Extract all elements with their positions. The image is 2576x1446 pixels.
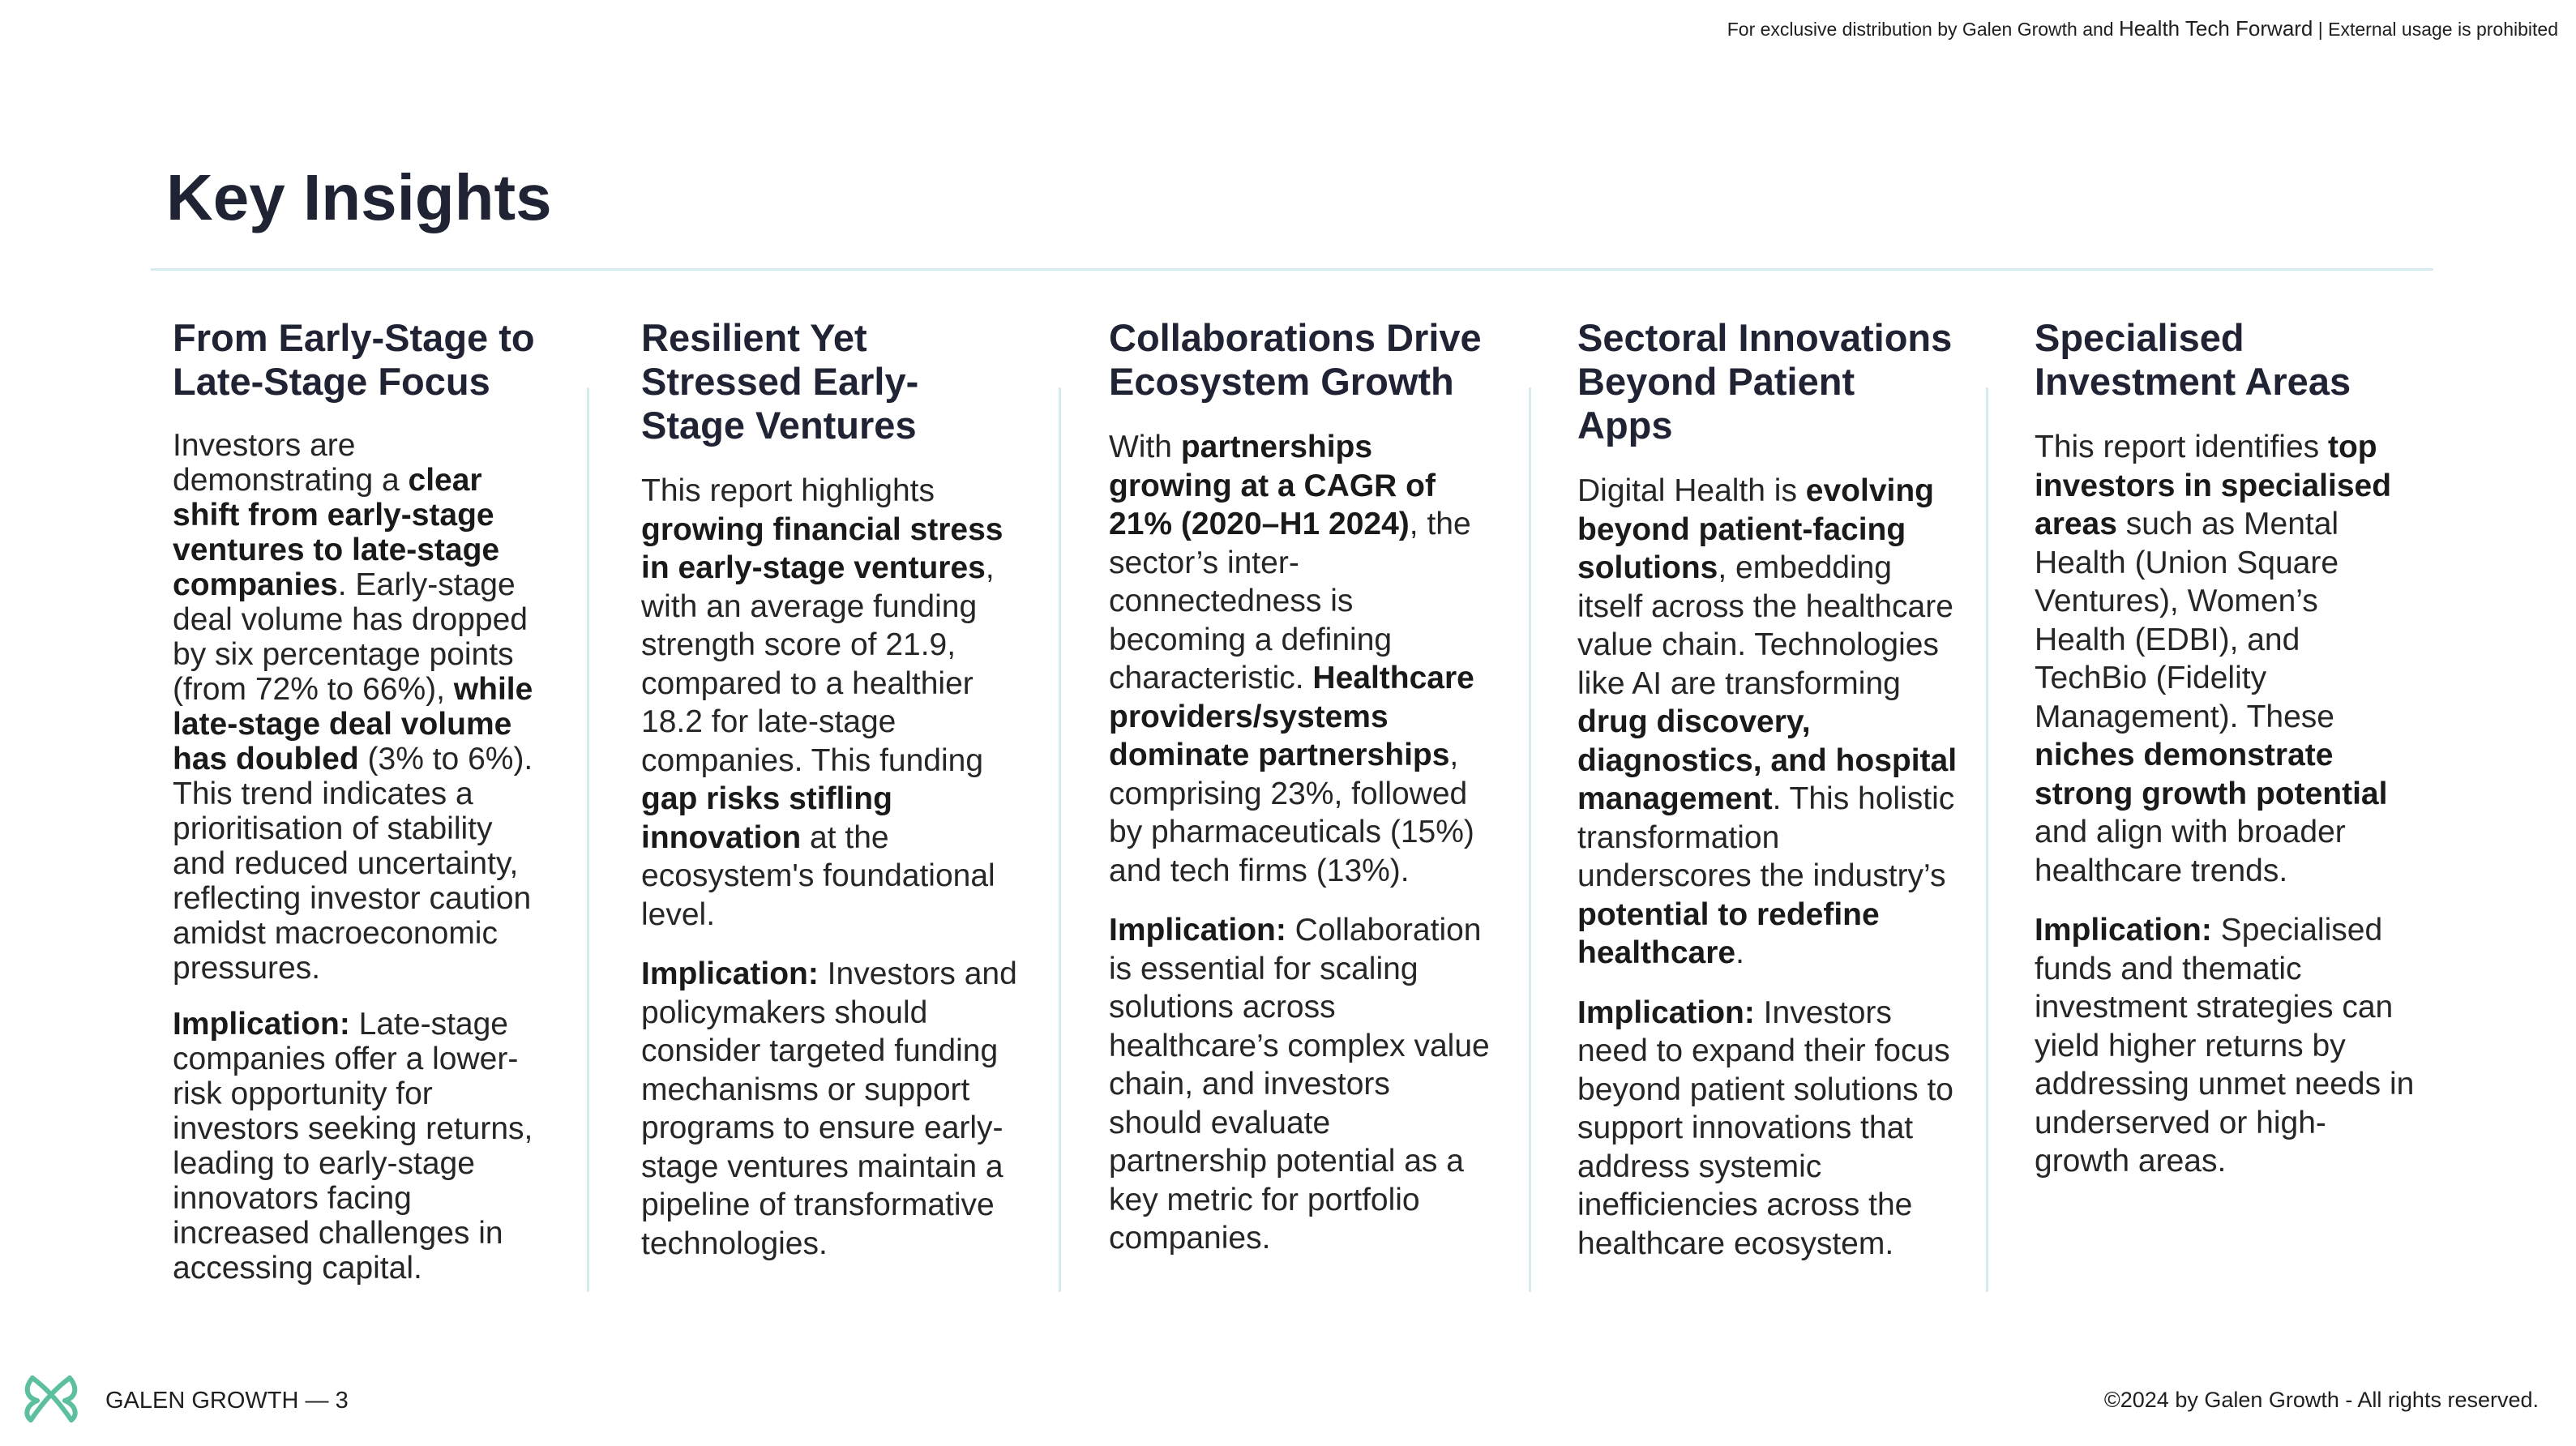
body-text: This report highlights	[641, 473, 935, 508]
body-text: , with an average funding strength score of 21.9, compared to a healthier 18.2 for late-stage companies. This funding	[641, 550, 995, 778]
implication-label: Implication:	[641, 956, 819, 991]
body-text: . This holistic transformation underscores the industry’s	[1577, 781, 1955, 893]
emphasis-text: while late-stage deal volume has doubled	[173, 672, 533, 776]
emphasis-text: drug discovery, diagnostics, and hospital management	[1577, 704, 1958, 816]
insight-column-5	[2035, 316, 2416, 1202]
insight-body	[641, 472, 1022, 934]
insight-heading: Specialised Investment Areas	[2035, 316, 2351, 403]
body-text: such as Mental Health (Union Square Ventures), Women’s Health (EDBI), and TechBio (Fidelity Management). These	[2035, 507, 2339, 734]
emphasis-text: partnerships growing at a CAGR of 21% (2020–H1 2024)	[1109, 430, 1436, 541]
implication-text: Specialised funds and thematic investment strategies can yield higher returns by addressing unmet needs in underserved or high-growth areas.	[2035, 913, 2415, 1179]
implication-label: Implication:	[1109, 913, 1286, 948]
insight-column-4	[1577, 316, 1958, 1284]
column-divider	[1059, 387, 1061, 1292]
column-divider	[1529, 387, 1531, 1292]
column-divider	[1986, 387, 1988, 1292]
implication-label: Implication:	[173, 1007, 350, 1042]
emphasis-text: Healthcare providers/systems dominate partnerships	[1109, 661, 1474, 772]
emphasis-text: niches demonstrate strong growth potential	[2035, 738, 2388, 811]
distribution-notice-brand: Health Tech Forward	[2118, 16, 2313, 41]
insight-heading: From Early-Stage to Late-Stage Focus	[173, 316, 535, 403]
implication-text: Investors and policymakers should consider targeted funding mechanisms or support programs to ensure early-stage ventures maintain a pipeline of transformative technologies.	[641, 956, 1017, 1261]
body-text: . Early-stage deal volume has dropped by six percentage points (from 72% to 66%),	[173, 567, 528, 707]
body-text: , the sector’s inter-connectedness is becoming a defining characteristic.	[1109, 507, 1471, 695]
emphasis-text: growing financial stress in early-stage ventures	[641, 511, 1003, 585]
insight-implication	[173, 1007, 554, 1286]
body-text: With	[1109, 430, 1181, 464]
insight-implication	[641, 955, 1022, 1263]
body-text: This report identifies	[2035, 430, 2328, 464]
title-divider	[151, 268, 2433, 271]
insight-column-3	[1109, 316, 1490, 1279]
body-text: , embedding itself across the healthcare value chain. Technologies like AI are transforming	[1577, 550, 1953, 701]
emphasis-text: evolving beyond patient-facing solutions	[1577, 473, 1934, 585]
body-text: and align with broader healthcare trends.	[2035, 815, 2346, 888]
emphasis-text: top investors in specialised areas	[2035, 430, 2392, 541]
distribution-notice	[1727, 16, 2558, 41]
implication-text: Late-stage companies offer a lower-risk opportunity for investors seeking returns, leading to early-stage innovators facing increased challenges in accessing capital.	[173, 1007, 533, 1286]
insight-heading: Resilient Yet Stressed Early-Stage Ventures	[641, 316, 919, 447]
insight-column-1	[173, 316, 554, 1307]
implication-label: Implication:	[1577, 995, 1755, 1030]
implication-text: Investors need to expand their focus beyond patient solutions to support innovations that address systemic inefficiencies across the healthcare ecosystem.	[1577, 995, 1954, 1261]
body-text: Digital Health is	[1577, 473, 1806, 508]
implication-text: Collaboration is essential for scaling solutions across healthcare’s complex value chain, and investors should evaluate partnership potential as a key metric for portfolio companies.	[1109, 913, 1490, 1256]
body-text: , comprising 23%, followed by pharmaceuticals (15%) and tech firms (13%).	[1109, 738, 1474, 888]
emphasis-text: clear shift from early-stage ventures to late-stage companies	[173, 463, 500, 602]
footer-page-label: GALEN GROWTH — 3	[105, 1388, 349, 1414]
emphasis-text: potential to redefine healthcare	[1577, 896, 1880, 970]
insight-heading: Collaborations Drive Ecosystem Growth	[1109, 316, 1482, 403]
footer-copyright: ©2024 by Galen Growth - All rights reserved.	[2103, 1388, 2539, 1412]
insight-implication	[2035, 911, 2416, 1181]
insight-body	[173, 428, 554, 986]
body-text: .	[1735, 935, 1744, 970]
galen-growth-logo-icon	[21, 1370, 81, 1430]
insight-body	[1109, 428, 1490, 890]
implication-label: Implication:	[2035, 913, 2212, 948]
distribution-notice-prefix: For exclusive distribution by Galen Growth and	[1727, 19, 2119, 40]
body-text: Investors are demonstrating a	[173, 428, 409, 498]
distribution-notice-suffix: | External usage is prohibited	[2313, 19, 2558, 40]
page-title: Key Insights	[166, 161, 552, 233]
insight-implication	[1577, 994, 1958, 1264]
insight-body	[2035, 428, 2416, 890]
insight-body	[1577, 472, 1958, 973]
emphasis-text: gap risks stifling innovation	[641, 781, 892, 855]
insight-implication	[1109, 911, 1490, 1258]
column-divider	[587, 387, 589, 1292]
insight-column-2	[641, 316, 1022, 1284]
insight-heading: Sectoral Innovations Beyond Patient Apps	[1577, 316, 1953, 447]
body-text: at the ecosystem's foundational level.	[641, 819, 995, 932]
body-text: (3% to 6%). This trend indicates a prioritisation of stability and reduced uncertainty, reflecting investor caution amidst macroeconomic pressures.	[173, 742, 533, 986]
